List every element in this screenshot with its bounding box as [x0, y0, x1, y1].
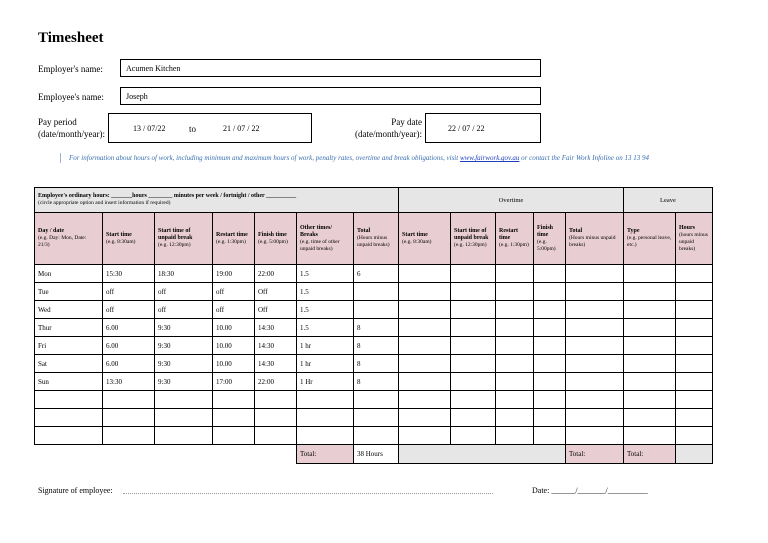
time-cell[interactable]: [566, 409, 624, 427]
time-cell[interactable]: [566, 319, 624, 337]
time-cell[interactable]: [451, 301, 496, 319]
time-cell[interactable]: 8: [354, 373, 399, 391]
table-row: [35, 355, 713, 373]
table-row: [35, 373, 713, 391]
col-restart-time: Restart time (e.g. 1:30pm): [213, 213, 255, 265]
leave-total-value[interactable]: [676, 445, 713, 464]
info-note: [60, 153, 689, 163]
time-cell[interactable]: 1.5: [297, 265, 354, 283]
overtime-total-label: Total:: [566, 445, 624, 464]
time-cell[interactable]: off: [155, 283, 213, 301]
time-cell[interactable]: [155, 391, 213, 409]
time-cell[interactable]: [399, 319, 451, 337]
employee-name-field[interactable]: Joseph: [120, 87, 541, 105]
time-cell[interactable]: [451, 355, 496, 373]
table-row: [35, 337, 713, 355]
overtime-header: Overtime: [399, 188, 624, 213]
time-cell[interactable]: [624, 391, 676, 409]
time-cell[interactable]: 1.5: [297, 319, 354, 337]
col-leave-hours: Hours (hours minus unpaid breaks): [676, 213, 713, 265]
time-cell[interactable]: 1 Hr: [297, 373, 354, 391]
day-cell[interactable]: Tue: [35, 283, 103, 301]
time-cell[interactable]: [566, 301, 624, 319]
col-ot-finish-time: Finish time (e.g. 5:00pm): [534, 213, 566, 265]
employer-label: Employer's name:: [38, 64, 103, 74]
pay-period-field[interactable]: [108, 113, 312, 143]
day-cell[interactable]: Thur: [35, 319, 103, 337]
time-cell[interactable]: [297, 409, 354, 427]
time-cell[interactable]: [399, 409, 451, 427]
time-cell[interactable]: off: [103, 301, 155, 319]
time-cell[interactable]: 13:30: [103, 373, 155, 391]
time-cell[interactable]: [354, 301, 399, 319]
time-cell[interactable]: [496, 337, 534, 355]
col-ot-total: Total (Hours minus unpaid breaks): [566, 213, 624, 265]
time-cell[interactable]: 1 hr: [297, 337, 354, 355]
timesheet-table: [34, 187, 713, 464]
time-cell[interactable]: [155, 427, 213, 445]
time-cell[interactable]: [451, 265, 496, 283]
fairwork-link[interactable]: www.fairwork.gov.au: [459, 154, 520, 162]
time-cell[interactable]: [399, 337, 451, 355]
time-cell[interactable]: 9:30: [155, 319, 213, 337]
pay-date-value: 22 / 07 / 22: [448, 124, 485, 133]
time-cell[interactable]: 8: [354, 319, 399, 337]
ordinary-hours-title: Employee's ordinary hours: _______hours ________ minutes per week / fortnight / other __________: [38, 193, 297, 199]
time-cell[interactable]: [399, 355, 451, 373]
time-cell[interactable]: [534, 265, 566, 283]
time-cell[interactable]: [496, 373, 534, 391]
time-cell[interactable]: [566, 337, 624, 355]
time-cell[interactable]: [566, 283, 624, 301]
time-cell[interactable]: 9:30: [155, 337, 213, 355]
time-cell[interactable]: [354, 427, 399, 445]
time-cell[interactable]: 10.00: [213, 319, 255, 337]
date-field[interactable]: Date: ______/_______/__________: [532, 486, 648, 495]
day-cell[interactable]: Fri: [35, 337, 103, 355]
time-cell[interactable]: [399, 301, 451, 319]
table-row: [35, 409, 713, 427]
time-cell[interactable]: 22:00: [255, 373, 297, 391]
table-row: [35, 283, 713, 301]
day-cell[interactable]: [35, 427, 103, 445]
time-cell[interactable]: [399, 427, 451, 445]
col-other-breaks: Other times/ Breaks (e.g. time of other unpaid breaks): [297, 213, 354, 265]
time-cell[interactable]: [354, 409, 399, 427]
time-cell[interactable]: [399, 391, 451, 409]
day-cell[interactable]: Wed: [35, 301, 103, 319]
time-cell[interactable]: [624, 337, 676, 355]
time-cell[interactable]: [566, 391, 624, 409]
table-row: [35, 319, 713, 337]
time-cell[interactable]: [103, 427, 155, 445]
time-cell[interactable]: [255, 409, 297, 427]
time-cell[interactable]: [496, 265, 534, 283]
time-cell[interactable]: [676, 301, 713, 319]
time-cell[interactable]: [213, 409, 255, 427]
time-cell[interactable]: 17:00: [213, 373, 255, 391]
time-cell[interactable]: [676, 283, 713, 301]
signature-label: Signature of employee:: [38, 486, 113, 495]
pay-period-label: [38, 116, 105, 140]
time-cell[interactable]: [534, 283, 566, 301]
time-cell[interactable]: [624, 319, 676, 337]
time-cell[interactable]: [451, 409, 496, 427]
time-cell[interactable]: [534, 337, 566, 355]
time-cell[interactable]: [676, 337, 713, 355]
day-cell[interactable]: [35, 391, 103, 409]
day-cell[interactable]: [35, 409, 103, 427]
time-cell[interactable]: [566, 427, 624, 445]
time-cell[interactable]: Off: [255, 301, 297, 319]
time-cell[interactable]: [534, 301, 566, 319]
time-cell[interactable]: 6.00: [103, 319, 155, 337]
time-cell[interactable]: 14:30: [255, 319, 297, 337]
day-cell[interactable]: Mon: [35, 265, 103, 283]
time-cell[interactable]: [155, 409, 213, 427]
time-cell[interactable]: [496, 319, 534, 337]
time-cell[interactable]: [624, 283, 676, 301]
col-leave-type: Type (e.g. personal leave, etc.): [624, 213, 676, 265]
time-cell[interactable]: [566, 355, 624, 373]
time-cell[interactable]: [676, 409, 713, 427]
time-cell[interactable]: [676, 265, 713, 283]
time-cell[interactable]: [624, 265, 676, 283]
time-cell[interactable]: [566, 265, 624, 283]
time-cell[interactable]: [534, 355, 566, 373]
signature-line[interactable]: [123, 493, 493, 494]
totals-spacer: [35, 445, 297, 464]
time-cell[interactable]: [496, 355, 534, 373]
time-cell[interactable]: [399, 265, 451, 283]
time-cell[interactable]: [624, 373, 676, 391]
time-cell[interactable]: 8: [354, 337, 399, 355]
time-cell[interactable]: [676, 373, 713, 391]
time-cell[interactable]: 6.00: [103, 337, 155, 355]
time-cell[interactable]: 9:30: [155, 355, 213, 373]
table-row: [35, 391, 713, 409]
column-headers: [35, 213, 713, 265]
time-cell[interactable]: [676, 391, 713, 409]
time-cell[interactable]: [496, 301, 534, 319]
time-cell[interactable]: [534, 391, 566, 409]
table-row: [35, 427, 713, 445]
time-cell[interactable]: [566, 373, 624, 391]
time-cell[interactable]: Off: [255, 283, 297, 301]
ordinary-hours-note: (circle appropriate option and insert information if required): [38, 200, 171, 206]
time-cell[interactable]: 19:00: [213, 265, 255, 283]
time-cell[interactable]: [534, 427, 566, 445]
time-cell[interactable]: [496, 427, 534, 445]
time-cell[interactable]: 8: [354, 355, 399, 373]
time-cell[interactable]: 22:00: [255, 265, 297, 283]
day-cell[interactable]: Sun: [35, 373, 103, 391]
col-start-unpaid-break: Start time of unpaid break (e.g. 12:30pm): [155, 213, 213, 265]
time-cell[interactable]: [624, 427, 676, 445]
col-total: Total (Hours minus unpaid breaks): [354, 213, 399, 265]
time-cell[interactable]: [103, 409, 155, 427]
col-day-date: Day / date (e.g. Day: Mon, Date: 21/3): [35, 213, 103, 265]
time-cell[interactable]: 6: [354, 265, 399, 283]
time-cell[interactable]: [676, 319, 713, 337]
time-cell[interactable]: [255, 391, 297, 409]
time-cell[interactable]: [451, 337, 496, 355]
time-cell[interactable]: [297, 427, 354, 445]
time-cell[interactable]: [676, 355, 713, 373]
time-cell[interactable]: off: [103, 283, 155, 301]
time-cell[interactable]: off: [155, 301, 213, 319]
time-cell[interactable]: [451, 427, 496, 445]
time-cell[interactable]: 10.00: [213, 337, 255, 355]
time-cell[interactable]: off: [213, 283, 255, 301]
time-cell[interactable]: [255, 427, 297, 445]
time-cell[interactable]: [496, 409, 534, 427]
time-cell[interactable]: 9:30: [155, 373, 213, 391]
time-cell[interactable]: 1.5: [297, 283, 354, 301]
time-cell[interactable]: [399, 373, 451, 391]
time-cell[interactable]: [354, 391, 399, 409]
time-cell[interactable]: 15:30: [103, 265, 155, 283]
leave-total-label: Total:: [624, 445, 676, 464]
time-cell[interactable]: [624, 301, 676, 319]
pay-date-label-line1: Pay date: [391, 117, 422, 127]
employer-name-field[interactable]: Acumen Kitchen: [120, 59, 541, 77]
pay-date-label-line2: (date/month/year):: [355, 129, 422, 139]
day-cell[interactable]: Sat: [35, 355, 103, 373]
col-ot-restart-time: Restart time (e.g. 1:30pm): [496, 213, 534, 265]
time-cell[interactable]: [534, 409, 566, 427]
time-cell[interactable]: [451, 391, 496, 409]
time-cell[interactable]: 14:30: [255, 337, 297, 355]
info-text: For information about hours of work, including minimum and maximum hours of work, penalty rates, overtime and break obligations, visit: [69, 154, 460, 162]
info-text-2: or contact the Fair Work Infoline on 13 13 94: [519, 154, 650, 162]
totals-row: [35, 445, 713, 464]
time-cell[interactable]: 10.00: [213, 355, 255, 373]
pay-period-label-line2: (date/month/year):: [38, 129, 105, 139]
ordinary-hours-header: [35, 188, 399, 213]
total-label: Total:: [297, 445, 354, 464]
time-cell[interactable]: [534, 373, 566, 391]
time-cell[interactable]: 6.00: [103, 355, 155, 373]
time-cell[interactable]: [213, 391, 255, 409]
time-cell[interactable]: [451, 319, 496, 337]
table-row: [35, 301, 713, 319]
time-cell[interactable]: [354, 283, 399, 301]
pay-period-end: 21 / 07 / 22: [223, 124, 260, 133]
time-cell[interactable]: [624, 409, 676, 427]
pay-period-to: to: [189, 124, 197, 134]
col-finish-time: Finish time (e.g. 5:00pm): [255, 213, 297, 265]
time-cell[interactable]: [534, 319, 566, 337]
page-title: Timesheet: [38, 30, 104, 46]
col-start-time: Start time (e.g. 8:30am): [103, 213, 155, 265]
time-cell[interactable]: [496, 283, 534, 301]
employee-label: Employee's name:: [38, 92, 104, 102]
time-cell[interactable]: [103, 391, 155, 409]
time-cell[interactable]: 1 hr: [297, 355, 354, 373]
table-row: [35, 265, 713, 283]
pay-period-label-line1: Pay period: [38, 117, 77, 127]
totals-overtime-spacer: [399, 445, 566, 464]
col-ot-start-time: Start time (e.g. 8:30am): [399, 213, 451, 265]
time-cell[interactable]: [451, 373, 496, 391]
time-cell[interactable]: [451, 283, 496, 301]
time-cell[interactable]: off: [213, 301, 255, 319]
pay-date-label: [352, 116, 422, 140]
time-cell[interactable]: [297, 391, 354, 409]
total-ordinary-hours[interactable]: 38 Hours: [354, 445, 399, 464]
time-cell[interactable]: [399, 283, 451, 301]
time-cell[interactable]: 14:30: [255, 355, 297, 373]
time-cell[interactable]: [213, 427, 255, 445]
time-cell[interactable]: [496, 391, 534, 409]
leave-header: Leave: [624, 188, 713, 213]
pay-date-field[interactable]: [425, 113, 541, 143]
time-cell[interactable]: [676, 427, 713, 445]
time-cell[interactable]: 18:30: [155, 265, 213, 283]
time-cell[interactable]: [624, 355, 676, 373]
col-ot-start-unpaid-break: Start time of unpaid break (e.g. 12:30pm): [451, 213, 496, 265]
pay-period-start: 13 / 07/22: [133, 124, 166, 133]
time-cell[interactable]: 1.5: [297, 301, 354, 319]
